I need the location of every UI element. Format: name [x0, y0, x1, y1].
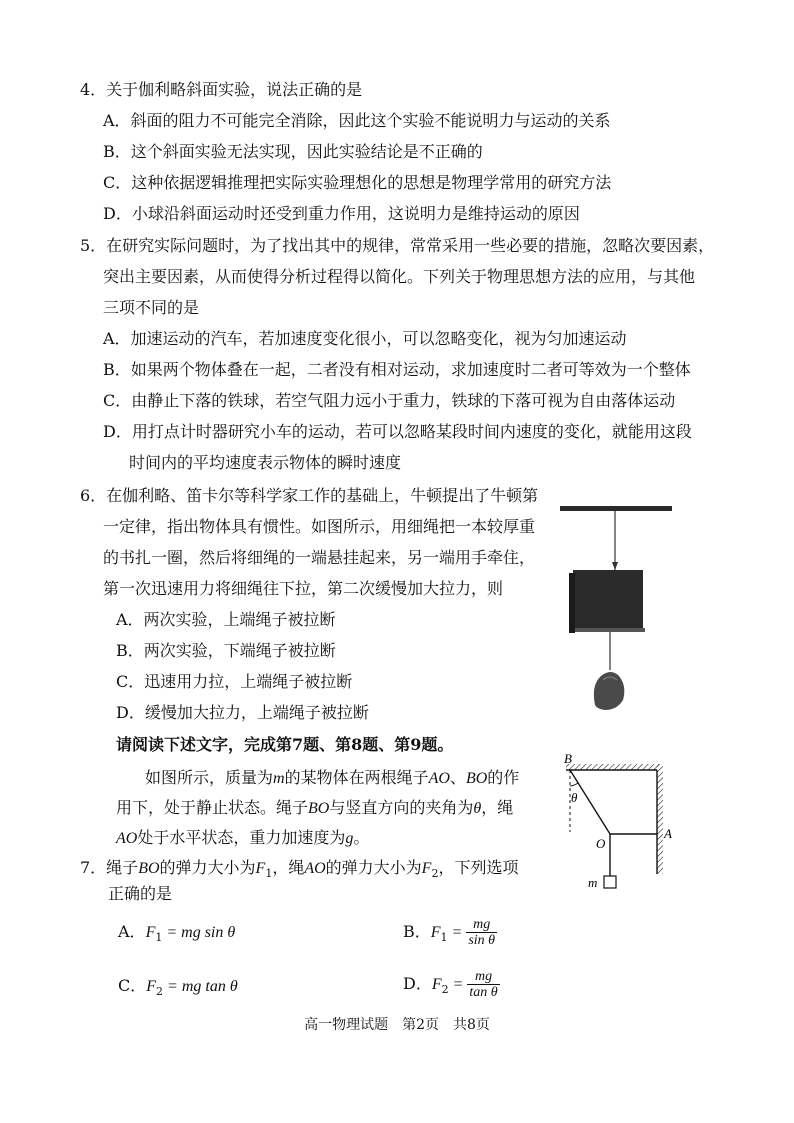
q7-stem-line2: 正确的是 [108, 884, 173, 903]
q6-stem-line3: 的书扎一圈，然后将细绳的一端悬挂起来，另一端用手牵住， [103, 548, 536, 567]
q6-stem-line2: 一定律，指出物体具有惯性。如图所示，用细绳把一本较厚重 [103, 517, 536, 536]
q4-option-d: D．小球沿斜面运动时还受到重力作用，这说明力是维持运动的原因 [103, 204, 580, 223]
reading-header: 请阅读下述文字，完成第7题、第8题、第9题。 [116, 735, 454, 754]
q6-option-d: D．缓慢加大拉力，上端绳子被拉断 [116, 703, 369, 722]
angle-arc [570, 783, 578, 786]
q5-stem-line2: 突出主要因素，从而使得分析过程得以简化。下列关于物理思想方法的应用，与其他 [103, 267, 696, 286]
rope-force-diagram [560, 750, 680, 900]
label-b: B [564, 751, 572, 766]
q4-option-a: A．斜面的阻力不可能完全消除，因此这个实验不能说明力与运动的关系 [103, 111, 611, 130]
reading-line2: 用下，处于静止状态。绳子BO与竖直方向的夹角为θ，绳 [116, 798, 514, 817]
q7-option-d: D．$F_2$ = $\frac{mg}{\text{tan θ}}$ [403, 969, 498, 1000]
reading-line3: AO处于水平状态，重力加速度为g。 [116, 828, 370, 847]
label-m: m [588, 875, 598, 890]
q5-option-a: A．加速运动的汽车，若加速度变化很小，可以忽略变化，视为匀加速运动 [103, 329, 627, 348]
q5-option-d: D．用打点计时器研究小车的运动，若可以忽略某段时间内速度的变化，就能用这段 [103, 422, 692, 441]
page-footer: 高一物理试题 第2页 共8页 [304, 1017, 490, 1033]
q6-option-c: C．迅速用力拉，上端绳子被拉断 [116, 672, 353, 691]
q6-stem-line1: 6．在伽利略、笛卡尔等科学家工作的基础上，牛顿提出了牛顿第 [80, 486, 539, 505]
q4-option-c: C．这种依据逻辑推理把实际实验理想化的思想是物理学常用的研究方法 [103, 173, 612, 192]
q4-option-b: B．这个斜面实验无法实现，因此实验结论是不正确的 [103, 142, 483, 161]
q5-option-d-continued: 时间内的平均速度表示物体的瞬时速度 [129, 453, 402, 472]
book-hanging-figure [555, 500, 675, 715]
label-theta: θ [571, 790, 578, 805]
q5-option-b: B．如果两个物体叠在一起，二者没有相对运动，求加速度时二者可等效为一个整体 [103, 360, 691, 379]
book [573, 570, 643, 630]
q6-stem-line4: 第一次迅速用力将细绳往下拉，第二次缓慢加大拉力，则 [103, 579, 504, 598]
q5-stem-line1: 5．在研究实际问题时，为了找出其中的规律，常常采用一些必要的措施，忽略次要因素， [80, 236, 715, 255]
ceiling-bar [560, 506, 672, 511]
q7-stem-line1: 7．绳子BO的弹力大小为$F_1$，绳AO的弹力大小为$F_2$，下列选项 [80, 858, 519, 881]
ceiling [566, 764, 660, 770]
q5-option-c: C．由静止下落的铁球，若空气阻力远小于重力，铁球的下落可视为自由落体运动 [103, 391, 676, 410]
q7-option-c: C．$F_2$ = mg tan θ [118, 976, 238, 999]
q7-option-b: B．$F_1$ = $\frac{mg}{\text{sin θ}}$ [403, 917, 496, 948]
reading-line1: 如图所示，质量为m的某物体在两根绳子AO、BO的作 [145, 768, 520, 787]
q5-stem-line3: 三项不同的是 [103, 298, 200, 317]
mass-block [604, 876, 616, 888]
q4-stem: 4．关于伽利略斜面实验，说法正确的是 [80, 80, 363, 99]
q7-option-a: A．$F_1$ = mg sin θ [118, 922, 236, 945]
label-o: O [596, 836, 606, 851]
string-arrow [612, 562, 618, 570]
label-a: A [664, 826, 672, 841]
q6-option-a: A．两次实验，上端绳子被拉断 [116, 610, 336, 629]
hand [594, 672, 624, 710]
q6-option-b: B．两次实验，下端绳子被拉断 [116, 641, 336, 660]
wall [657, 764, 663, 874]
